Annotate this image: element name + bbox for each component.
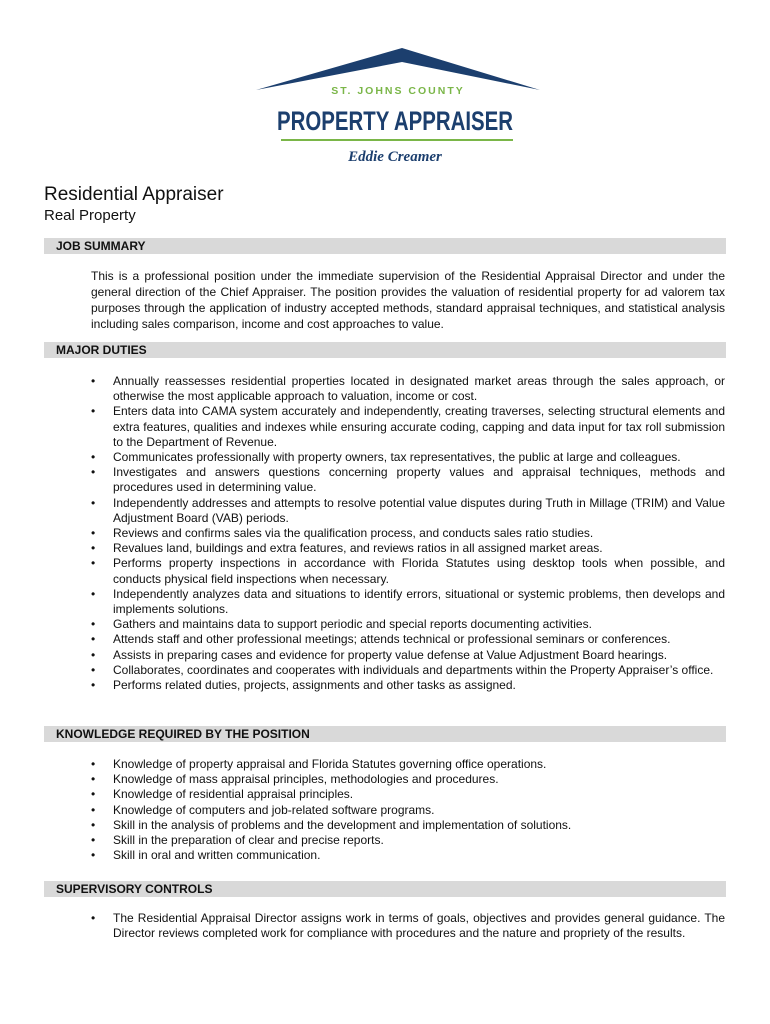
job-summary-text: This is a professional position under the immediate supervision of the Residential Appraisal Director and under the general direction of the Chief Appraiser. The position provides the valuation of residential property for ad valorem tax purposes through the application of industry accepted methods, standard appraisal techniques, and statistical analysis including sales comparison, income and cost approaches to value. xyxy=(91,269,725,331)
logo-county: ST. JOHNS COUNTY xyxy=(331,85,465,97)
list-item: • Skill in the preparation of clear and precise reports. xyxy=(91,833,725,848)
list-item: • Annually reassesses residential properties located in designated market areas through the sales approach, or otherwise the most applicable approach to valuation, income or cost. xyxy=(91,374,725,404)
page-subtitle: Real Property xyxy=(44,207,136,224)
list-item: • Skill in the analysis of problems and the development and implementation of solutions. xyxy=(91,818,725,833)
knowledge-list xyxy=(91,757,725,863)
roof-shape xyxy=(256,48,540,90)
list-item: • Knowledge of computers and job-related software programs. xyxy=(91,803,725,818)
list-item: • Investigates and answers questions concerning property values and appraisal techniques, methods and procedures used in determining value. xyxy=(91,465,725,495)
logo-divider xyxy=(281,139,513,141)
list-item: • Communicates professionally with property owners, tax representatives, the public at large and colleagues. xyxy=(91,450,725,465)
major-duties-list xyxy=(91,374,725,693)
list-item: • Attends staff and other professional meetings; attends technical or professional seminars or conferences. xyxy=(91,632,725,647)
job-summary-heading: JOB SUMMARY xyxy=(44,238,726,254)
page-title: Residential Appraiser xyxy=(44,184,224,205)
list-item: • Revalues land, buildings and extra features, and reviews ratios in all assigned market areas. xyxy=(91,541,725,556)
list-item: • Skill in oral and written communication. xyxy=(91,848,725,863)
list-item: • Gathers and maintains data to support periodic and special reports documenting activities. xyxy=(91,617,725,632)
knowledge-heading: KNOWLEDGE REQUIRED BY THE POSITION xyxy=(44,726,726,742)
list-item: • Performs related duties, projects, assignments and other tasks as assigned. xyxy=(91,678,725,693)
list-item: • The Residential Appraisal Director assigns work in terms of goals, objectives and provides general guidance. The Director reviews completed work for compliance with procedures and the nature and propriety of the results. xyxy=(91,911,725,941)
major-duties-heading: MAJOR DUTIES xyxy=(44,342,726,358)
list-item: • Knowledge of property appraisal and Florida Statutes governing office operations. xyxy=(91,757,725,772)
list-item: • Performs property inspections in accordance with Florida Statutes using desktop tools when possible, and conducts physical field inspections when necessary. xyxy=(91,556,725,586)
list-item: • Assists in preparing cases and evidence for property value defense at Value Adjustment Board hearings. xyxy=(91,648,725,663)
list-item: • Independently analyzes data and situations to identify errors, situational or systemic problems, then develops and implements solutions. xyxy=(91,587,725,617)
logo xyxy=(250,44,545,169)
logo-name: Eddie Creamer xyxy=(348,149,442,165)
logo-graphic xyxy=(250,44,545,169)
list-item: • Independently addresses and attempts to resolve potential value disputes during Truth in Millage (TRIM) and Value Adjustment Board (VAB) periods. xyxy=(91,496,725,526)
list-item: • Knowledge of residential appraisal principles. xyxy=(91,787,725,802)
logo-office: PROPERTY APPRAISER xyxy=(277,106,513,136)
list-item: • Reviews and confirms sales via the qualification process, and conducts sales ratio studies. xyxy=(91,526,725,541)
supervisory-heading: SUPERVISORY CONTROLS xyxy=(44,881,726,897)
list-item: • Enters data into CAMA system accurately and independently, creating traverses, selecting structural elements and extra features, qualities and indexes while ensuring accurate coding, capping and data input for tax roll submission to the Department of Revenue. xyxy=(91,404,725,450)
list-item: • Knowledge of mass appraisal principles, methodologies and procedures. xyxy=(91,772,725,787)
supervisory-list xyxy=(91,911,725,941)
list-item: • Collaborates, coordinates and cooperates with individuals and departments within the Property Appraiser’s office. xyxy=(91,663,725,678)
